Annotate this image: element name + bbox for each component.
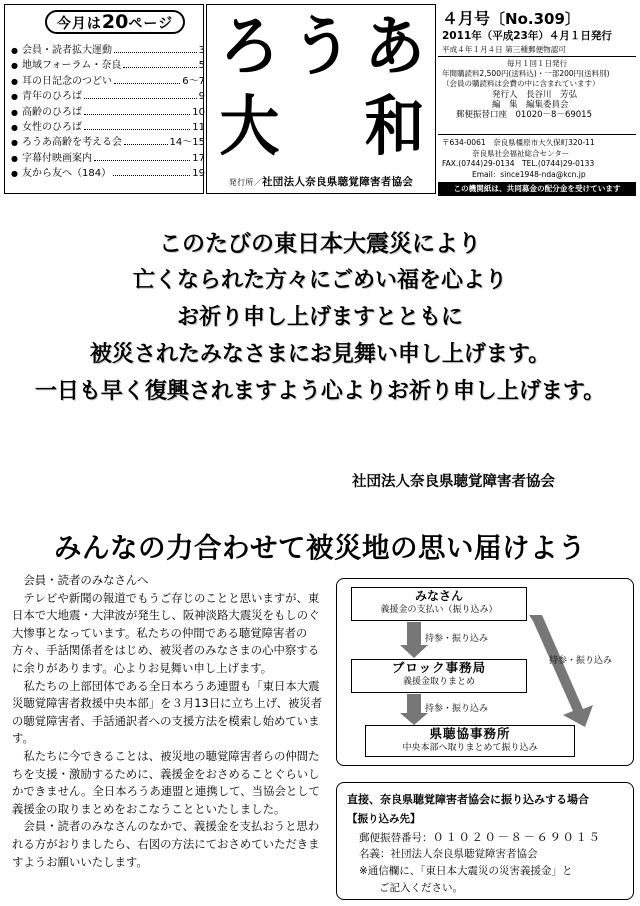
transfer-note: ご記入ください。 bbox=[379, 882, 463, 894]
toc-item[interactable] bbox=[11, 58, 205, 73]
toc-item[interactable] bbox=[11, 120, 205, 135]
bullet-icon: ● bbox=[11, 169, 18, 179]
transfer-subtitle: 【振り込み先】 bbox=[347, 813, 421, 825]
toc-item-page: 3 bbox=[198, 45, 205, 56]
transfer-note: ※通信欄に、「東日本大震災の災害義援金」と bbox=[359, 865, 573, 877]
flow-box-block-office bbox=[351, 659, 527, 693]
leader-dots bbox=[84, 98, 197, 99]
transfer-account bbox=[359, 829, 602, 845]
toc-item-page: 9 bbox=[198, 91, 205, 103]
masthead-char: ろ bbox=[219, 9, 280, 85]
condolence-line: 亡くなられた方々にごめい福を心より bbox=[132, 267, 507, 293]
toc-item-label: 耳の日記念のつどい bbox=[22, 75, 112, 87]
masthead-char: あ bbox=[364, 9, 425, 85]
toc-item[interactable] bbox=[11, 166, 205, 181]
article-paragraph: 私たちの上部団体である全日本ろうあ連盟も「東日本大震災聴覚障害者救援中央本部」を３月13日に立ち上げ、被災者の聴覚障害者、手話通訳者への支援方法を模索し始めています。 bbox=[12, 678, 323, 746]
issue-info bbox=[438, 4, 636, 194]
account-number: ０１０２０－８－６９０１５ bbox=[432, 830, 602, 844]
price-line: 年間購読料2,500円(送料込)・一部200円(送料別) bbox=[442, 69, 610, 79]
condolence-line: このたびの東日本大震災により bbox=[159, 230, 481, 257]
toc-item-label: 女性のひろば bbox=[22, 122, 82, 134]
account-line: 郵便振替口座 01020－8－69015 bbox=[456, 110, 592, 121]
flow-box-title: みなさん bbox=[414, 589, 463, 603]
arrow-down-1-shaft bbox=[407, 622, 421, 646]
masthead-title bbox=[213, 7, 431, 167]
address-line: 〒634-0061 奈良県橿原市大久保町320-11 bbox=[442, 138, 595, 147]
arrow-down-2-head bbox=[400, 713, 428, 725]
toc-heading bbox=[45, 10, 185, 34]
issue-month: ４月号 bbox=[442, 9, 491, 28]
bullet-icon: ● bbox=[11, 107, 18, 117]
subscription-info bbox=[442, 59, 632, 120]
toc-item-page: 6～7 bbox=[182, 75, 205, 87]
flow-box-members bbox=[351, 587, 527, 621]
issue-date: 2011年（平成23年）４月１日発行 bbox=[442, 30, 612, 42]
divider bbox=[438, 56, 636, 57]
address-block bbox=[442, 138, 632, 180]
article-body bbox=[12, 572, 330, 871]
flow-box-sub: 義援金取りまとめ bbox=[402, 677, 475, 687]
flow-box-sub: 中央本部へ取りまとめて振り込み bbox=[402, 743, 538, 753]
leader-dots bbox=[113, 175, 190, 176]
address-line: 奈良県社会福祉総合センター bbox=[472, 148, 570, 158]
condolence-message bbox=[0, 225, 640, 410]
toc-item-page: 19 bbox=[192, 168, 205, 180]
article-paragraph: テレビや新聞の報道でもうご存じのことと思いますが、東日本で大地震・大津波が発生し、阪神淡路大震災をもしのぐ大惨事となっています。私たちの仲間である聴覚障害者の方々、手話関係者をはじめ、被災者のみなさまの心中察するに余りがあります。心よりお見舞い申し上げます。 bbox=[12, 590, 320, 675]
flow-box-sub: 義援金の支払い（振り込み） bbox=[380, 605, 498, 615]
toc-item[interactable] bbox=[11, 135, 205, 150]
leader-dots bbox=[94, 160, 190, 161]
bullet-icon: ● bbox=[11, 92, 18, 102]
condolence-line: 被災されたみなさまにお見舞い申し上げます。 bbox=[89, 341, 551, 367]
masthead-char: 大 bbox=[219, 89, 280, 165]
toc-item-page: 10 bbox=[192, 106, 205, 118]
publisher-prefix: 発行所／ bbox=[228, 178, 262, 187]
publisher-person: 発行人 長谷川 芳弘 bbox=[492, 89, 578, 100]
publisher-line bbox=[207, 171, 435, 193]
bullet-icon: ● bbox=[11, 46, 18, 55]
flow-box-title: 県聴協事務所 bbox=[429, 726, 511, 741]
donation-flow-diagram bbox=[336, 578, 634, 766]
transfer-info bbox=[336, 782, 634, 900]
publisher-name: 社団法人奈良県聴覚障害者協会 bbox=[262, 176, 414, 188]
direct-arrow-shape bbox=[529, 615, 593, 727]
issue-number bbox=[442, 6, 580, 29]
toc-item-page: 14～15 bbox=[169, 137, 205, 149]
toc-item[interactable] bbox=[11, 43, 205, 58]
email-link[interactable]: Email：since1948-nda@kcn.jp bbox=[472, 169, 586, 179]
article-paragraph: 会員・読者のみなさんのなかで、義援金を支払おうと思われる方がおりましたら、右図の方法にておさめていただきますようお願いいたします。 bbox=[12, 819, 320, 869]
bullet-icon: ● bbox=[11, 61, 18, 71]
fund-note: この機関紙は、共同募金の配分金を受けています bbox=[438, 182, 636, 196]
article-headline: みんなの力合わせて被災地の思い届けよう bbox=[54, 532, 586, 564]
transfer-title: 直接、奈良県聴覚障害者協会に振り込みする場合 bbox=[347, 793, 589, 806]
arrow-label: 持参・振り込み bbox=[425, 704, 489, 714]
toc-item-label: ろうあ高齢を考える会 bbox=[22, 137, 122, 149]
frequency: 毎月１回１日発行 bbox=[507, 59, 567, 68]
toc-item-label: 地域フォーラム・奈良 bbox=[22, 60, 122, 72]
toc-item-label: 青年のひろば bbox=[22, 91, 82, 103]
arrow-down-2-shaft bbox=[407, 694, 421, 714]
editor-line: 編 集 編集委員会 bbox=[492, 99, 569, 110]
toc-item-label: 字幕付映画案内 bbox=[22, 152, 92, 164]
toc-item-label: 高齢のひろば bbox=[22, 106, 82, 118]
leader-dots bbox=[84, 114, 190, 115]
article-paragraph: 私たちに今できることは、被災地の聴覚障害者らの仲間たちを支援・激励するために、義援金をおさめることぐらいしかできません。全日本ろうあ連盟と連携して、当協会として義援金の取りまとめをおこなうことといたしました。 bbox=[12, 748, 321, 816]
masthead-char: う bbox=[291, 9, 352, 85]
bullet-icon: ● bbox=[11, 76, 18, 86]
leader-dots bbox=[123, 67, 196, 68]
article-greeting: 会員・読者のみなさんへ bbox=[23, 573, 149, 587]
toc-item-label: 友から友へ（184） bbox=[22, 168, 112, 180]
condolence-signature: 社団法人奈良県聴覚障害者協会 bbox=[352, 474, 555, 490]
arrow-label: 持参・振り込み bbox=[549, 656, 613, 666]
flow-box-title: ブロック事務局 bbox=[391, 660, 487, 675]
arrow-down-1-head bbox=[400, 645, 428, 658]
leader-dots bbox=[84, 129, 190, 130]
leader-dots bbox=[114, 52, 197, 53]
toc-heading-num: 20 bbox=[101, 11, 129, 33]
bullet-icon: ● bbox=[11, 123, 18, 133]
toc-item-label: 会員・読者拡大運動 bbox=[22, 45, 112, 56]
toc-list bbox=[11, 43, 205, 182]
toc-item-page: 11 bbox=[192, 122, 205, 134]
leader-dots bbox=[124, 144, 168, 145]
phone-line: FAX.(0744)29-0134 TEL.(0744)29-0133 bbox=[442, 159, 595, 168]
masthead-char: 和 bbox=[364, 89, 425, 165]
arrow-label: 持参・振り込み bbox=[425, 634, 489, 644]
bullet-icon: ● bbox=[11, 153, 18, 163]
toc-heading-pre: 今月は bbox=[56, 16, 102, 32]
toc-item-page: 5 bbox=[198, 60, 205, 72]
masthead bbox=[206, 4, 436, 194]
toc-item[interactable] bbox=[11, 105, 205, 120]
condolence-line: お祈り申し上げますとともに bbox=[176, 304, 463, 330]
price-note: （会員の購読料は会費の中に含まれています） bbox=[442, 79, 600, 89]
divider bbox=[438, 134, 636, 135]
issue-no: 〔No.309〕 bbox=[490, 10, 580, 28]
postal-permit: 平成４年１月４日 第三種郵便物認可 bbox=[442, 45, 566, 54]
toc-item-page: 17 bbox=[192, 152, 205, 164]
flow-box-prefecture-office bbox=[365, 725, 575, 757]
toc-heading-post: ページ bbox=[128, 16, 174, 32]
toc-item[interactable] bbox=[11, 151, 205, 166]
table-of-contents bbox=[4, 4, 204, 194]
toc-item[interactable] bbox=[11, 74, 205, 89]
bullet-icon: ● bbox=[11, 138, 18, 148]
condolence-line: 一日も早く復興されますよう心よりお祈り申し上げます。 bbox=[34, 378, 606, 404]
account-label: 郵便振替番号： bbox=[359, 832, 433, 844]
account-name: 名義：社団法人奈良県聴覚障害者協会 bbox=[359, 848, 538, 860]
leader-dots bbox=[114, 83, 180, 84]
toc-item[interactable] bbox=[11, 89, 205, 104]
